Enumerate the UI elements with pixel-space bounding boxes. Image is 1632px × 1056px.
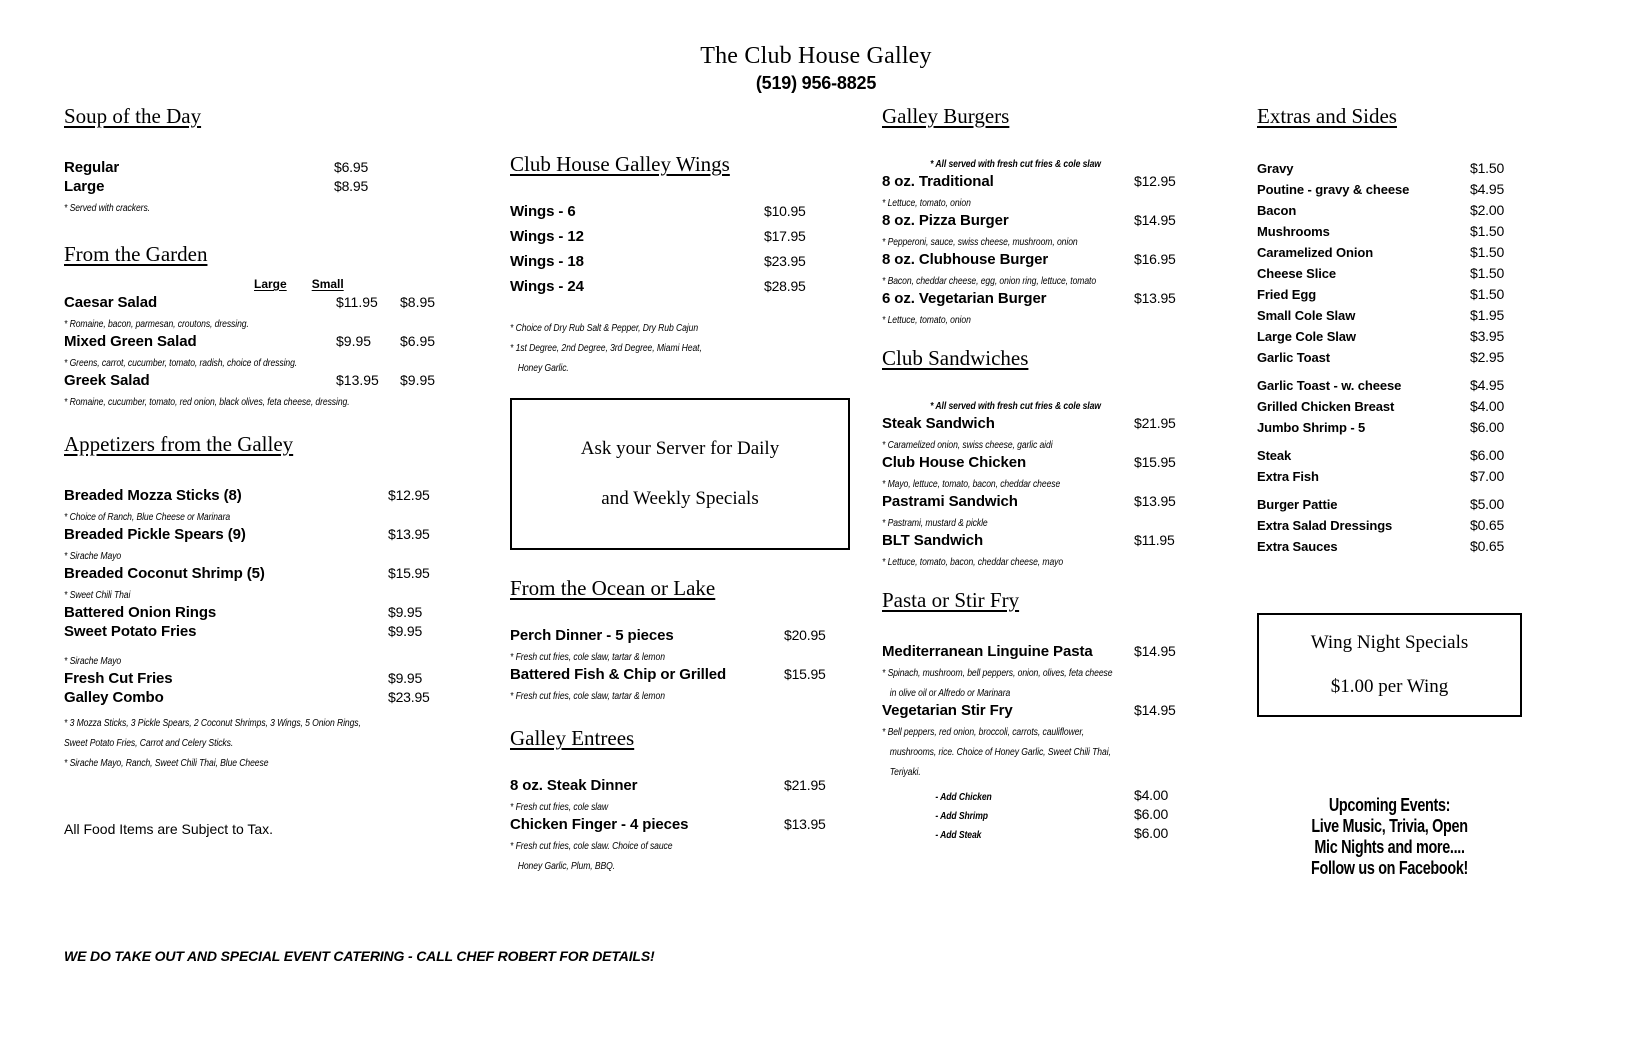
daily-specials-box <box>510 398 850 550</box>
addon-price: $6.00 <box>1134 806 1169 822</box>
addon-row <box>882 824 1192 843</box>
item-name: BLT Sandwich <box>882 532 984 549</box>
item-note: * Caramelized onion, swiss cheese, garlic aidi <box>882 440 1053 451</box>
item-price: $23.95 <box>388 689 430 705</box>
item-name: Wings - 6 <box>510 203 576 220</box>
item-name: Wings - 12 <box>510 228 584 245</box>
item-note: * Sirache Mayo <box>64 656 122 667</box>
extras-item-row <box>1257 200 1522 221</box>
item-price: $2.00 <box>1470 202 1505 218</box>
item-name: Extra Sauces <box>1257 539 1338 554</box>
item-note: * Romaine, cucumber, tomato, red onion, black olives, feta cheese, dressing. <box>64 397 350 408</box>
item-price: $1.50 <box>1470 286 1505 302</box>
item-price: $0.65 <box>1470 538 1505 554</box>
extras-item-row <box>1257 326 1522 347</box>
menu-item-row <box>64 622 464 641</box>
item-name: 6 oz. Vegetarian Burger <box>882 290 1047 307</box>
item-price: $4.95 <box>1470 377 1505 393</box>
row-gap <box>1257 487 1522 494</box>
item-note: * Lettuce, tomato, onion <box>882 315 971 326</box>
item-note: * Pepperoni, sauce, swiss cheese, mushroom, onion <box>882 237 1078 248</box>
item-note: * Bacon, cheddar cheese, egg, onion ring, lettuce, tomato <box>882 276 1097 287</box>
size-large-label: Large <box>254 277 287 291</box>
combo-note-line-2: Sweet Potato Fries, Carrot and Celery Sticks. <box>64 738 234 749</box>
item-price-large: $13.95 <box>336 372 379 388</box>
item-note-line-1: * Bell peppers, red onion, broccoli, carrots, cauliflower, <box>882 727 1084 738</box>
item-name: 8 oz. Traditional <box>882 173 994 190</box>
tax-note: All Food Items are Subject to Tax. <box>64 821 274 837</box>
section-title-ocean: From the Ocean or Lake <box>510 576 716 600</box>
item-name: Garlic Toast - w. cheese <box>1257 378 1402 393</box>
item-name: Galley Combo <box>64 689 164 706</box>
item-price: $8.95 <box>334 178 369 194</box>
item-note: * Sweet Chili Thai <box>64 590 131 601</box>
item-note: * Fresh cut fries, cole slaw, tartar & lemon <box>510 691 665 702</box>
item-name: Battered Onion Rings <box>64 604 217 621</box>
extras-item-row <box>1257 158 1522 179</box>
menu-item-row <box>64 525 464 544</box>
item-price: $13.95 <box>1134 290 1176 306</box>
extras-item-row <box>1257 347 1522 368</box>
menu-column-4 <box>1257 104 1522 879</box>
menu-item-row <box>510 252 850 271</box>
item-price-small: $6.95 <box>400 333 436 349</box>
addon-name: - Add Chicken <box>935 792 992 803</box>
item-price: $1.50 <box>1470 265 1505 281</box>
item-name: Jumbo Shrimp - 5 <box>1257 420 1366 435</box>
wing-night-box <box>1257 613 1522 717</box>
item-name: Sweet Potato Fries <box>64 623 197 640</box>
wings-note-line-2: * 1st Degree, 2nd Degree, 3rd Degree, Miami Heat, <box>510 343 702 354</box>
section-title-soup: Soup of the Day <box>64 104 202 128</box>
menu-item-row <box>882 531 1192 550</box>
menu-item-row <box>64 177 464 196</box>
item-price-large: $11.95 <box>336 294 378 310</box>
item-price: $28.95 <box>764 278 806 294</box>
item-name: Mixed Green Salad <box>64 333 197 350</box>
item-name: 8 oz. Pizza Burger <box>882 212 1009 229</box>
menu-item-row <box>882 211 1192 230</box>
wing-night-line-1: Wing Night Specials <box>1310 632 1469 653</box>
item-price: $1.50 <box>1470 223 1505 239</box>
restaurant-phone: (519) 956-8825 <box>755 73 877 93</box>
sandwiches-served-note: * All served with fresh cut fries & cole slaw <box>930 401 1101 412</box>
item-price-small: $8.95 <box>400 294 436 310</box>
item-note: * Pastrami, mustard & pickle <box>882 518 988 529</box>
item-note: * Greens, carrot, cucumber, tomato, radish, choice of dressing. <box>64 358 298 369</box>
item-note-line-3: Teriyaki. <box>889 767 921 778</box>
extras-item-row <box>1257 221 1522 242</box>
item-name: Wings - 18 <box>510 253 584 270</box>
addon-name: - Add Steak <box>935 830 982 841</box>
menu-item-row <box>510 202 850 221</box>
item-price: $7.00 <box>1470 468 1505 484</box>
item-note-line-2: in olive oil or Alfredo or Marinara <box>889 688 1011 699</box>
section-title-entrees: Galley Entrees <box>510 726 635 750</box>
menu-item-row <box>882 701 1192 720</box>
item-name: Gravy <box>1257 161 1294 176</box>
catering-footer: WE DO TAKE OUT AND SPECIAL EVENT CATERING - CALL CHEF ROBERT FOR DETAILS! <box>64 948 655 964</box>
item-price: $1.95 <box>1470 307 1505 323</box>
extras-list <box>1257 158 1522 557</box>
item-price-large: $9.95 <box>336 333 372 349</box>
menu-item-row <box>64 669 464 688</box>
item-price: $6.95 <box>334 159 369 175</box>
menu-item-row <box>64 688 464 707</box>
menu-item-row <box>510 626 850 645</box>
item-name: Mediterranean Linguine Pasta <box>882 643 1093 660</box>
item-price: $13.95 <box>388 526 430 542</box>
item-price: $12.95 <box>1134 173 1176 189</box>
section-title-extras: Extras and Sides <box>1257 104 1397 128</box>
menu-item-row <box>510 776 850 795</box>
item-name: Steak <box>1257 448 1292 463</box>
item-price: $1.50 <box>1470 244 1505 260</box>
menu-header <box>0 0 1632 96</box>
wings-note-line-1: * Choice of Dry Rub Salt & Pepper, Dry Rub Cajun <box>510 323 699 334</box>
item-price: $4.00 <box>1470 398 1505 414</box>
menu-item-row <box>882 642 1192 661</box>
item-price: $12.95 <box>388 487 430 503</box>
item-price: $1.50 <box>1470 160 1505 176</box>
item-note: * Served with crackers. <box>64 203 150 214</box>
item-name: Battered Fish & Chip or Grilled <box>510 666 727 683</box>
extras-item-row <box>1257 242 1522 263</box>
item-price: $21.95 <box>784 777 826 793</box>
menu-item-row <box>510 815 850 834</box>
item-price: $10.95 <box>764 203 806 219</box>
item-note: * Lettuce, tomato, bacon, cheddar cheese, mayo <box>882 557 1064 568</box>
item-price: $9.95 <box>388 604 423 620</box>
item-name: Club House Chicken <box>882 454 1027 471</box>
item-note: * Lettuce, tomato, onion <box>882 198 971 209</box>
menu-item-row <box>64 293 464 312</box>
item-name: Breaded Pickle Spears (9) <box>64 526 246 543</box>
item-price: $5.00 <box>1470 496 1505 512</box>
upcoming-events-line-3: Mic Nights and more.... <box>1314 837 1465 857</box>
salad-size-header <box>64 276 464 293</box>
item-note: * Fresh cut fries, cole slaw. Choice of sauce <box>510 841 673 852</box>
item-price: $15.95 <box>388 565 430 581</box>
item-price: $6.00 <box>1470 447 1505 463</box>
extras-item-row <box>1257 305 1522 326</box>
menu-item-row <box>882 453 1192 472</box>
item-price: $21.95 <box>1134 415 1176 431</box>
menu-column-1 <box>64 104 464 839</box>
item-note: * Fresh cut fries, cole slaw, tartar & lemon <box>510 652 665 663</box>
menu-item-row <box>510 277 850 296</box>
item-price: $23.95 <box>764 253 806 269</box>
wing-night-line-2: $1.00 per Wing <box>1330 676 1449 697</box>
size-small-label: Small <box>311 277 344 291</box>
item-name: Wings - 24 <box>510 278 584 295</box>
extras-item-row <box>1257 536 1522 557</box>
combo-note-line-3: * Sirache Mayo, Ranch, Sweet Chili Thai, Blue Cheese <box>64 758 269 769</box>
item-name: Pastrami Sandwich <box>882 493 1018 510</box>
menu-item-row <box>882 492 1192 511</box>
item-name: Grilled Chicken Breast <box>1257 399 1395 414</box>
upcoming-events-line-2: Live Music, Trivia, Open <box>1311 816 1468 836</box>
extras-item-row <box>1257 417 1522 438</box>
item-price: $16.95 <box>1134 251 1176 267</box>
item-name: Breaded Coconut Shrimp (5) <box>64 565 265 582</box>
addon-row <box>882 786 1192 805</box>
item-price: $9.95 <box>388 670 423 686</box>
item-price: $20.95 <box>784 627 826 643</box>
row-gap <box>1257 368 1522 375</box>
item-name: Chicken Finger - 4 pieces <box>510 816 689 833</box>
item-note-line-2: mushrooms, rice. Choice of Honey Garlic, Sweet Chili Thai, <box>889 747 1111 758</box>
item-name: Cheese Slice <box>1257 266 1337 281</box>
item-name: Caramelized Onion <box>1257 245 1374 260</box>
item-price: $9.95 <box>388 623 423 639</box>
section-title-burgers: Galley Burgers <box>882 104 1010 128</box>
upcoming-events-line-1: Upcoming Events: <box>1328 795 1451 815</box>
extras-item-row <box>1257 179 1522 200</box>
section-title-wings: Club House Galley Wings <box>510 152 730 176</box>
item-price: $4.95 <box>1470 181 1505 197</box>
item-name: Mushrooms <box>1257 224 1330 239</box>
menu-item-row <box>510 227 850 246</box>
menu-item-row <box>64 332 464 351</box>
item-price: $3.95 <box>1470 328 1505 344</box>
extras-item-row <box>1257 466 1522 487</box>
item-price: $14.95 <box>1134 702 1176 718</box>
burgers-served-note: * All served with fresh cut fries & cole slaw <box>930 159 1101 170</box>
specials-line-1: Ask your Server for Daily <box>580 438 780 459</box>
menu-item-row <box>882 414 1192 433</box>
extras-item-row <box>1257 375 1522 396</box>
section-title-pasta: Pasta or Stir Fry <box>882 588 1020 612</box>
menu-column-2 <box>510 104 850 874</box>
item-name: Large Cole Slaw <box>1257 329 1356 344</box>
item-note: * Romaine, bacon, parmesan, croutons, dressing. <box>64 319 249 330</box>
section-title-appetizers: Appetizers from the Galley <box>64 432 294 456</box>
extras-item-row <box>1257 396 1522 417</box>
item-name: Large <box>64 178 105 195</box>
combo-note-line-1: * 3 Mozza Sticks, 3 Pickle Spears, 2 Coconut Shrimps, 3 Wings, 5 Onion Rings, <box>64 718 361 729</box>
item-name: Regular <box>64 159 120 176</box>
item-price: $17.95 <box>764 228 806 244</box>
item-name: Poutine - gravy & cheese <box>1257 182 1410 197</box>
menu-item-row <box>64 564 464 583</box>
menu-item-row <box>882 250 1192 269</box>
addon-name: - Add Shrimp <box>935 811 988 822</box>
extras-item-row <box>1257 494 1522 515</box>
section-title-garden: From the Garden <box>64 242 208 266</box>
item-note: * Sirache Mayo <box>64 551 122 562</box>
addon-row <box>882 805 1192 824</box>
item-name: Fresh Cut Fries <box>64 670 173 687</box>
item-name: Bacon <box>1257 203 1297 218</box>
item-price: $0.65 <box>1470 517 1505 533</box>
extras-item-row <box>1257 263 1522 284</box>
item-price: $14.95 <box>1134 212 1176 228</box>
item-note: * Mayo, lettuce, tomato, bacon, cheddar cheese <box>882 479 1061 490</box>
item-name: Caesar Salad <box>64 294 158 311</box>
item-name: 8 oz. Clubhouse Burger <box>882 251 1049 268</box>
addon-price: $6.00 <box>1134 825 1169 841</box>
extras-item-row <box>1257 284 1522 305</box>
item-note: * Choice of Ranch, Blue Cheese or Marinara <box>64 512 231 523</box>
item-price: $2.95 <box>1470 349 1505 365</box>
item-price: $11.95 <box>1134 532 1175 548</box>
item-price: $15.95 <box>1134 454 1176 470</box>
restaurant-name: The Club House Galley <box>700 43 932 69</box>
menu-item-row <box>64 486 464 505</box>
item-name: Small Cole Slaw <box>1257 308 1356 323</box>
item-note-line-2: Honey Garlic, Plum, BBQ. <box>517 861 616 872</box>
item-price: $13.95 <box>1134 493 1176 509</box>
item-note-line-1: * Spinach, mushroom, bell peppers, onion, olives, feta cheese <box>882 668 1113 679</box>
item-name: Burger Pattie <box>1257 497 1338 512</box>
item-name: Extra Fish <box>1257 469 1319 484</box>
item-note: * Fresh cut fries, cole slaw <box>510 802 608 813</box>
wings-note-line-3: Honey Garlic. <box>517 363 569 374</box>
extras-item-row <box>1257 445 1522 466</box>
menu-item-row <box>64 603 464 622</box>
menu-item-row <box>882 289 1192 308</box>
item-name: Greek Salad <box>64 372 150 389</box>
item-name: Steak Sandwich <box>882 415 995 432</box>
item-name: 8 oz. Steak Dinner <box>510 777 638 794</box>
item-price: $6.00 <box>1470 419 1505 435</box>
upcoming-events-line-4: Follow us on Facebook! <box>1311 858 1468 878</box>
menu-column-3 <box>882 104 1192 843</box>
menu-item-row <box>882 172 1192 191</box>
item-price: $13.95 <box>784 816 826 832</box>
item-name: Breaded Mozza Sticks (8) <box>64 487 242 504</box>
item-price: $14.95 <box>1134 643 1176 659</box>
menu-item-row <box>64 371 464 390</box>
menu-item-row <box>64 158 464 177</box>
item-name: Perch Dinner - 5 pieces <box>510 627 674 644</box>
item-name: Fried Egg <box>1257 287 1317 302</box>
item-name: Extra Salad Dressings <box>1257 518 1393 533</box>
addon-price: $4.00 <box>1134 787 1169 803</box>
menu-item-row <box>510 665 850 684</box>
row-gap <box>1257 438 1522 445</box>
specials-line-2: and Weekly Specials <box>601 488 759 509</box>
item-name: Garlic Toast <box>1257 350 1330 365</box>
item-name: Vegetarian Stir Fry <box>882 702 1013 719</box>
extras-item-row <box>1257 515 1522 536</box>
item-price: $15.95 <box>784 666 826 682</box>
section-title-sandwiches: Club Sandwiches <box>882 346 1029 370</box>
item-price-small: $9.95 <box>400 372 436 388</box>
